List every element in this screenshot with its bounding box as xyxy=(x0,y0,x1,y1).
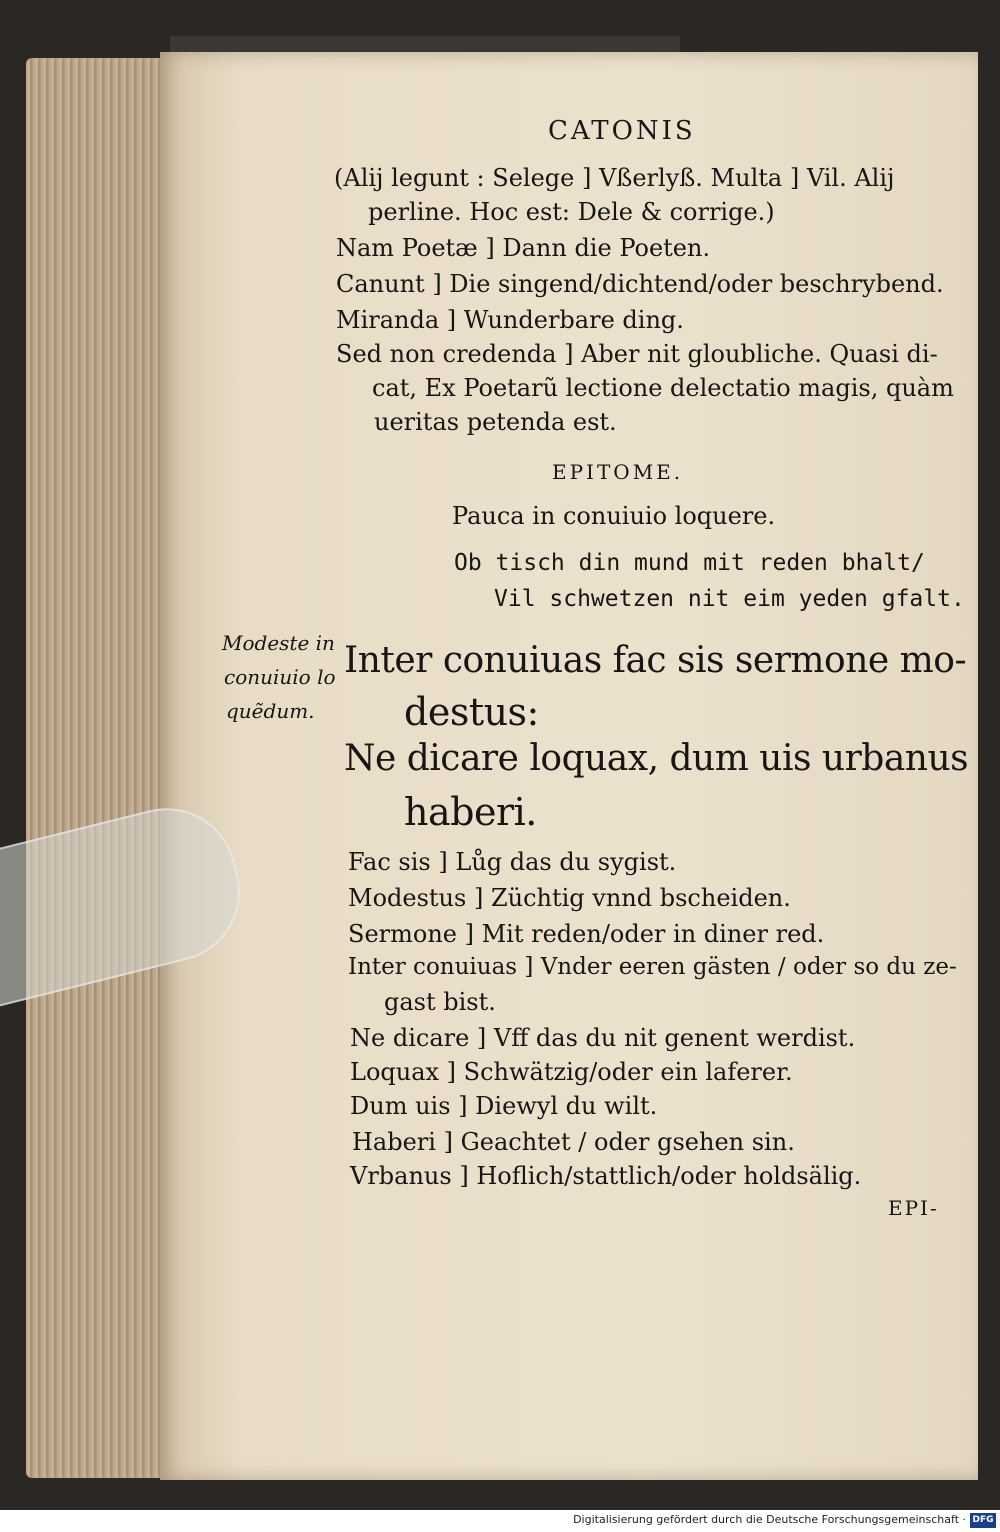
side-note-line: Modeste in xyxy=(222,631,335,655)
main-verse-line: Inter conuiuas fac sis sermone mo- xyxy=(344,640,967,681)
epitome-latin: Pauca in conuiuio loquere. xyxy=(452,502,776,530)
dfg-logo: DFG xyxy=(970,1513,996,1528)
gloss-line: Haberi ] Geachtet / oder gsehen sin. xyxy=(352,1128,795,1156)
side-note-line: quẽdum. xyxy=(226,699,315,723)
gloss-line: cat, Ex Poetarũ lectione delectatio magis, quàm xyxy=(372,374,954,402)
catchword: EPI- xyxy=(888,1196,939,1220)
main-verse-line: Ne dicare loquax, dum uis urbanus xyxy=(344,738,969,779)
footer-bar xyxy=(0,1510,1000,1532)
epitome-heading: EPITOME. xyxy=(552,460,684,484)
gloss-line: ueritas petenda est. xyxy=(374,408,617,436)
gloss-line: Sermone ] Mit reden/oder in diner red. xyxy=(348,920,825,948)
gloss-line: (Alij legunt : Selege ] Vßerlyß. Multa ] Vil. Alij xyxy=(334,164,895,192)
gloss-line: perline. Hoc est: Dele & corrige.) xyxy=(368,198,775,226)
gloss-line: Sed non credenda ] Aber nit gloubliche. Quasi di- xyxy=(336,340,938,368)
gloss-line: Fac sis ] Lůg das du sygist. xyxy=(348,848,677,876)
book-page-edges xyxy=(26,58,176,1478)
funding-credit: Digitalisierung gefördert durch die Deutsche Forschungsgemeinschaft · xyxy=(573,1513,966,1526)
gloss-line: Dum uis ] Diewyl du wilt. xyxy=(350,1092,658,1120)
gloss-line: Ne dicare ] Vff das du nit genent werdist. xyxy=(350,1024,856,1052)
gloss-line: Vrbanus ] Hoflich/stattlich/oder holdsälig. xyxy=(350,1162,862,1190)
gloss-line: Canunt ] Die singend/dichtend/oder beschrybend. xyxy=(336,270,944,298)
main-verse-line: haberi. xyxy=(404,790,537,834)
side-note-line: conuiuio lo xyxy=(224,665,336,689)
gloss-line: Modestus ] Züchtig vnnd bscheiden. xyxy=(348,884,791,912)
gloss-line: Miranda ] Wunderbare ding. xyxy=(336,306,684,334)
running-header: CATONIS xyxy=(548,116,696,146)
gloss-line: Inter conuiuas ] Vnder eeren gästen / oder so du ze- xyxy=(348,954,957,980)
main-verse-line: destus: xyxy=(404,690,539,734)
epitome-german-line: Ob tisch din mund mit reden bhalt/ xyxy=(454,550,925,576)
gloss-line: Nam Poetæ ] Dann die Poeten. xyxy=(336,234,711,262)
epitome-german-line: Vil schwetzen nit eim yeden gfalt. xyxy=(494,586,965,612)
gloss-line: gast bist. xyxy=(384,988,496,1016)
gloss-line: Loquax ] Schwätzig/oder ein laferer. xyxy=(350,1058,793,1086)
